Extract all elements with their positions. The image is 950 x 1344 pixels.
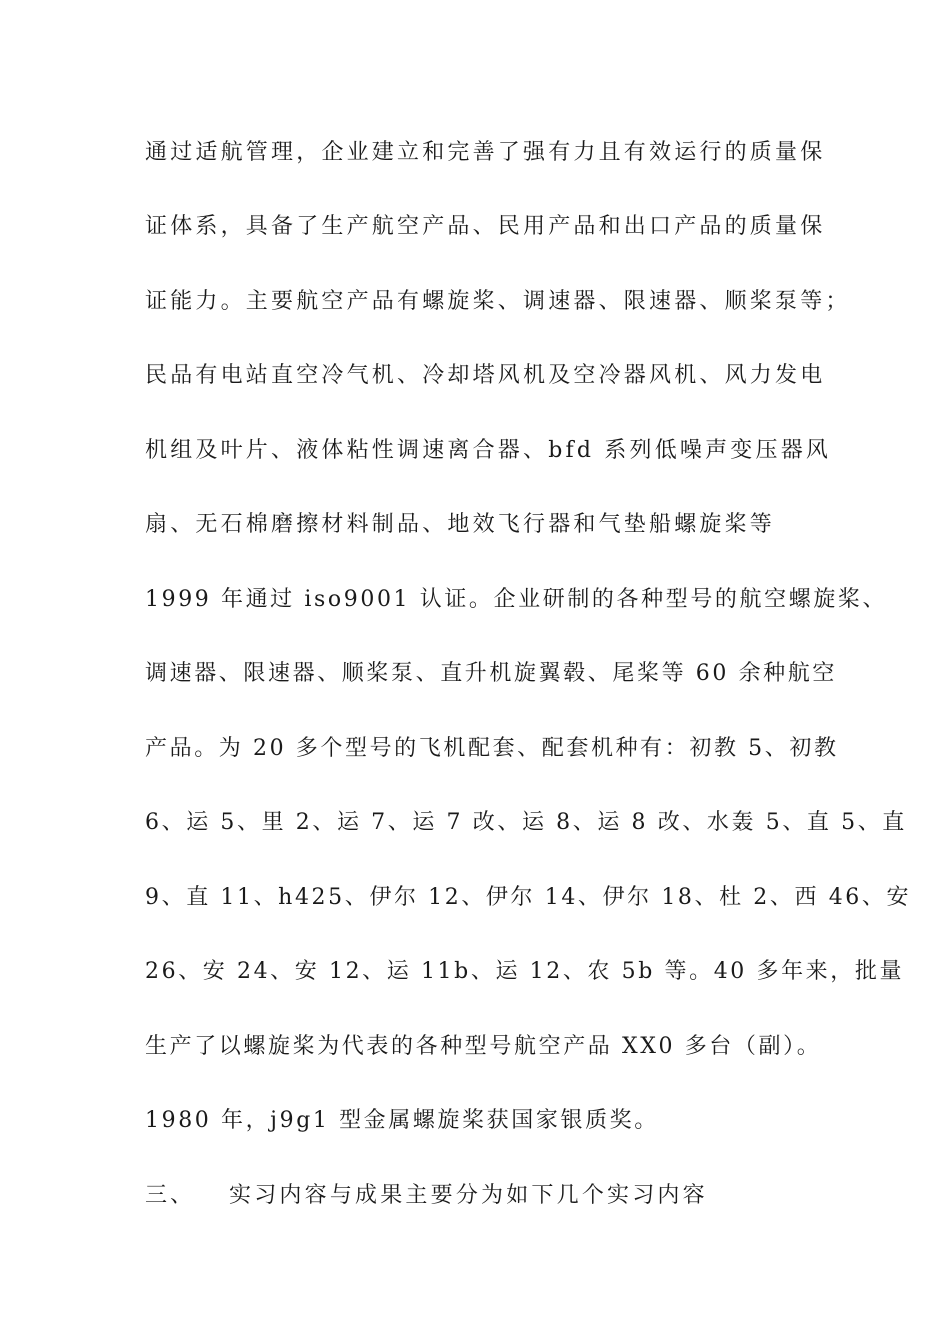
body-line-2: 证体系，具备了生产航空产品、民用产品和出口产品的质量保	[145, 214, 826, 239]
body-line-10: 6、运 5、里 2、运 7、运 7 改、运 8、运 8 改、水轰 5、直 5、直	[145, 810, 907, 835]
body-line-5: 机组及叶片、液体粘性调速离合器、bfd 系列低噪声变压器风	[145, 438, 832, 463]
section-number: 三、	[145, 1183, 196, 1208]
body-line-9: 产品。为 20 多个型号的飞机配套、配套机种有：初教 5、初教	[145, 736, 839, 761]
body-line-13: 生产了以螺旋桨为代表的各种型号航空产品 XX0 多台（副）。	[145, 1034, 822, 1059]
body-line-8: 调速器、限速器、顺桨泵、直升机旋翼毂、尾桨等 60 余种航空	[145, 661, 837, 686]
section-heading	[145, 1181, 708, 1211]
body-line-7: 1999 年通过 iso9001 认证。企业研制的各种型号的航空螺旋桨、	[145, 587, 888, 612]
body-line-3: 证能力。主要航空产品有螺旋桨、调速器、限速器、顺桨泵等；	[145, 289, 851, 314]
body-line-11: 9、直 11、h425、伊尔 12、伊尔 14、伊尔 18、杜 2、西 46、安	[145, 885, 912, 910]
body-line-1: 通过适航管理，企业建立和完善了强有力且有效运行的质量保	[145, 140, 826, 165]
body-line-14: 1980 年，j9g1 型金属螺旋桨获国家银质奖。	[145, 1108, 659, 1133]
body-line-12: 26、安 24、安 12、运 11b、运 12、农 5b 等。40 多年来，批量	[145, 959, 905, 984]
section-title: 实习内容与成果主要分为如下几个实习内容	[229, 1183, 708, 1208]
body-line-4: 民品有电站直空冷气机、冷却塔风机及空冷器风机、风力发电	[145, 363, 826, 388]
body-line-6: 扇、无石棉磨擦材料制品、地效飞行器和气垫船螺旋桨等	[145, 512, 776, 537]
